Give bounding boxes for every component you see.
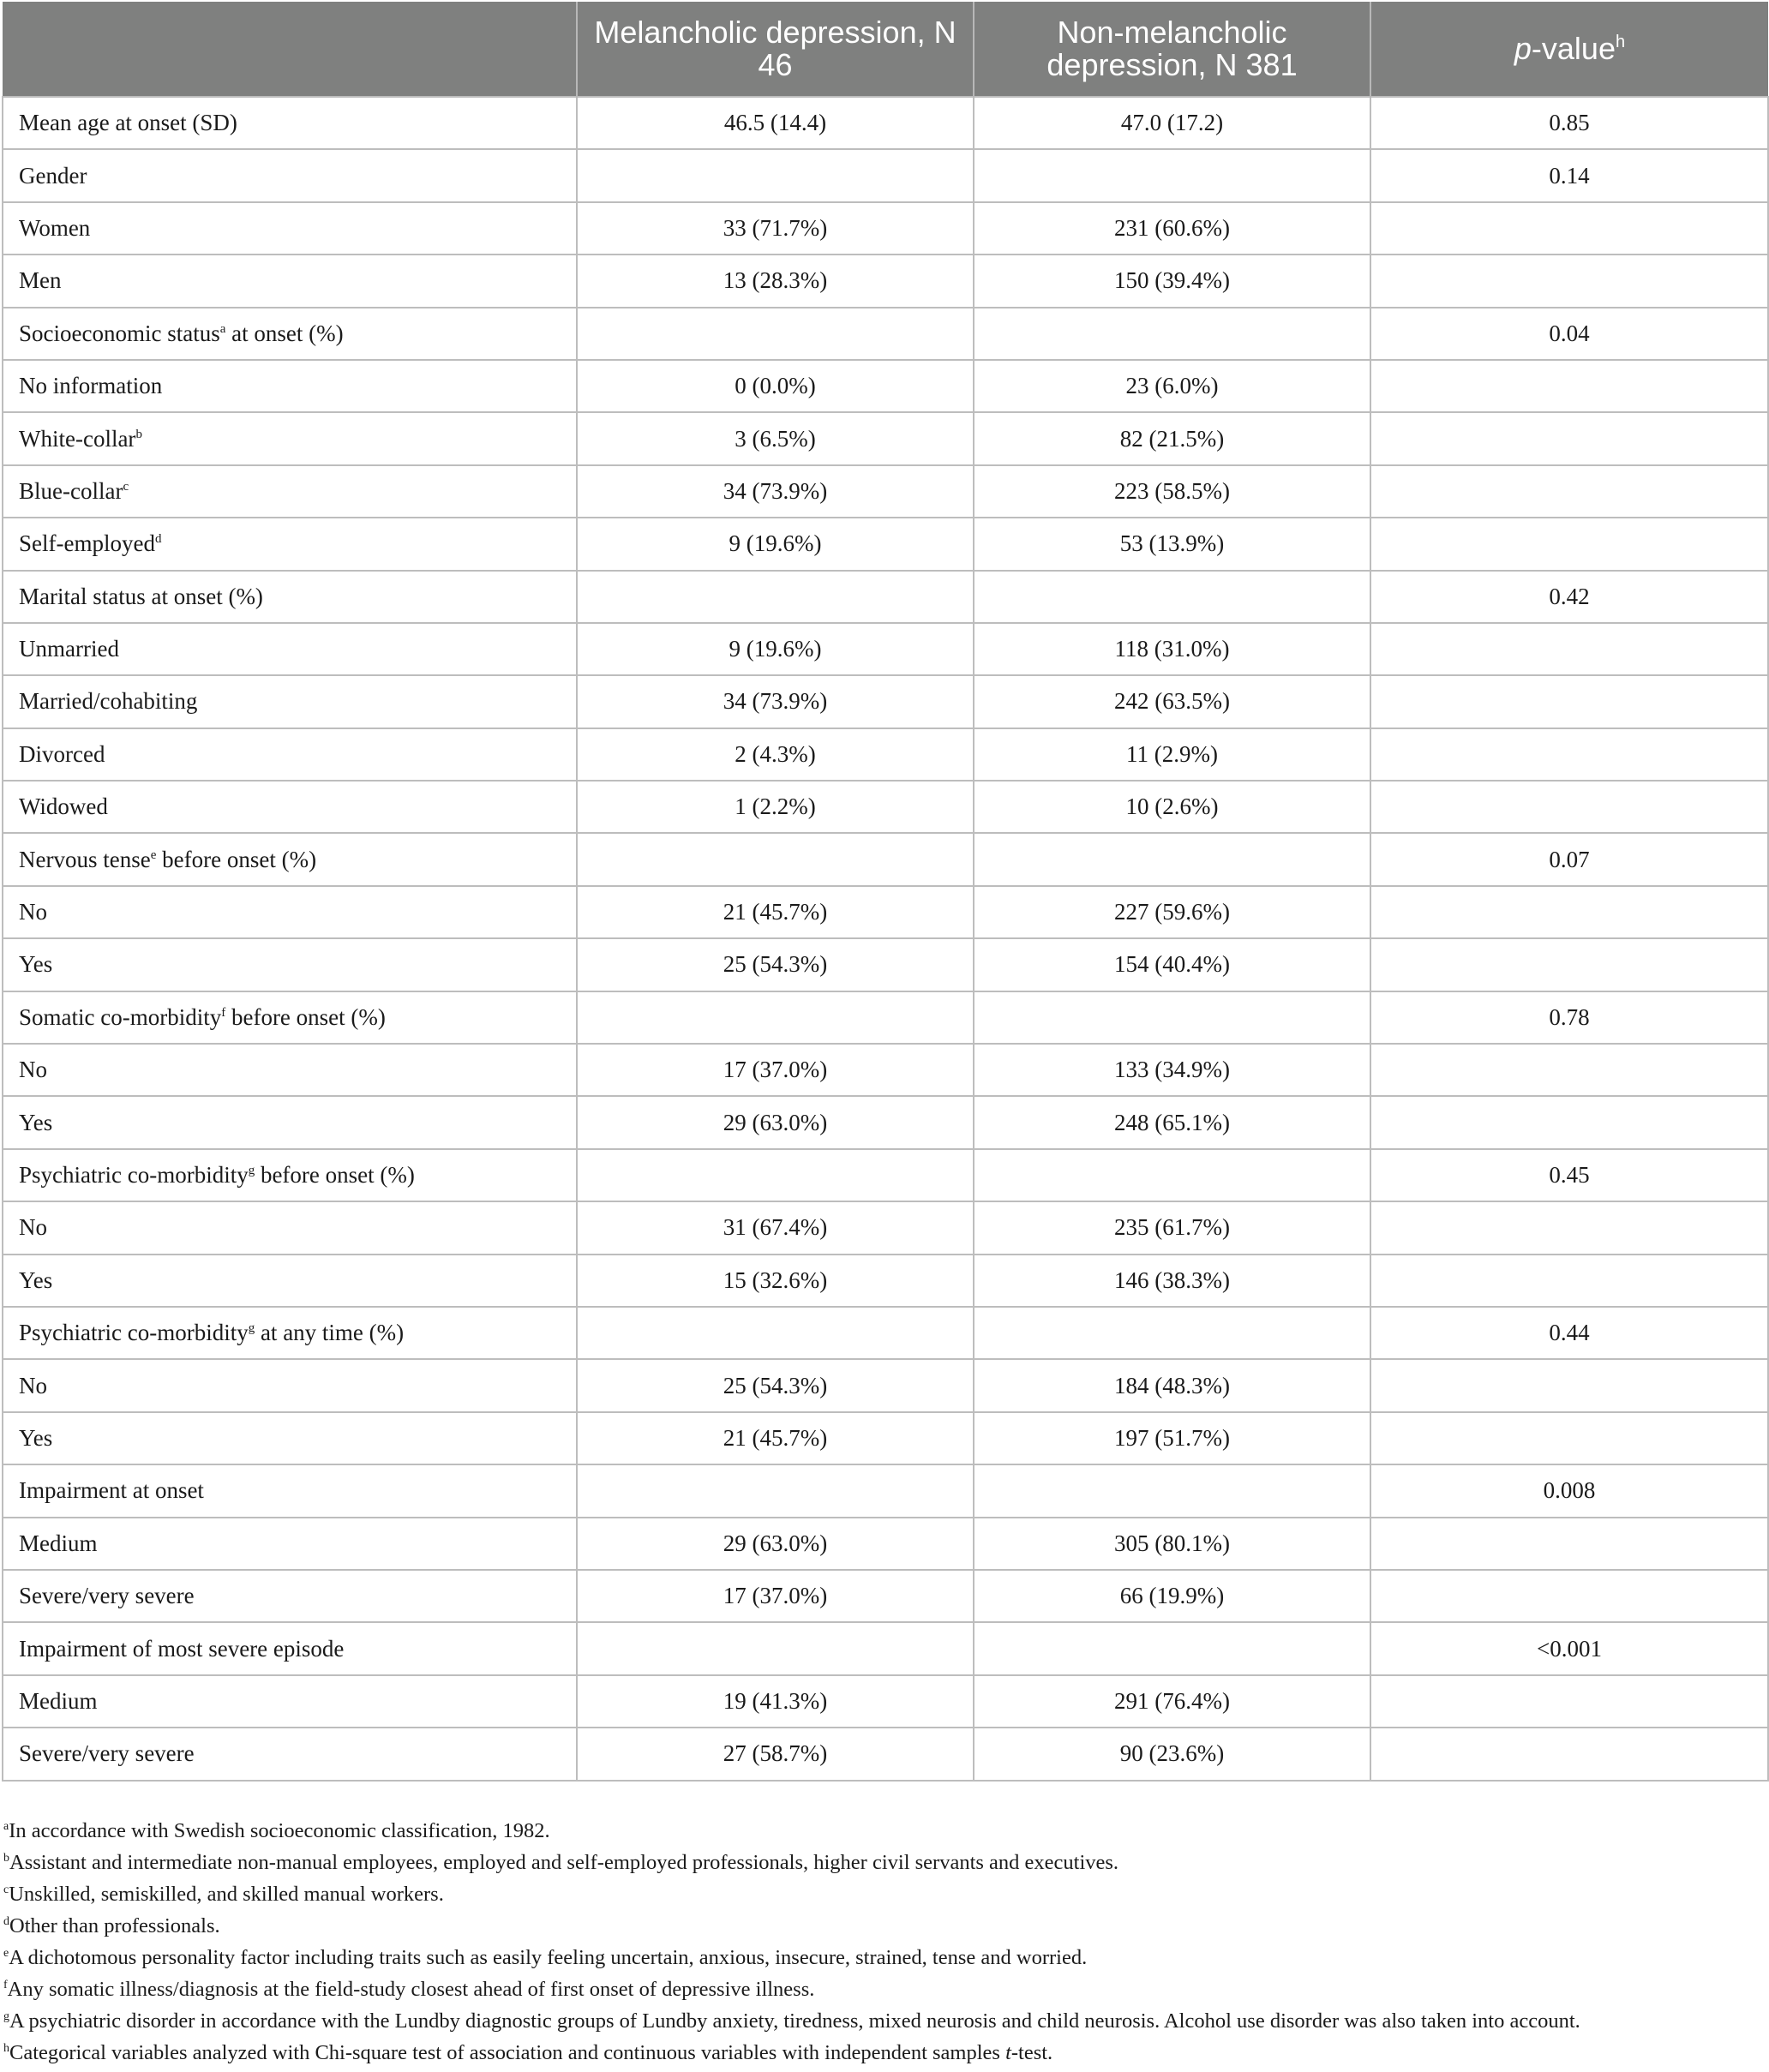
footnote-text: Categorical variables analyzed with Chi-square test of association and continuous variables with independent samples — [9, 2041, 1006, 2064]
row-label — [3, 571, 577, 623]
table-row — [3, 1044, 1768, 1096]
melancholic-cell: 31 (67.4%) — [577, 1201, 974, 1254]
row-label — [3, 412, 577, 464]
melancholic-cell — [577, 1464, 974, 1517]
row-label-text: White-collar — [19, 425, 136, 452]
row-label — [3, 991, 577, 1044]
melancholic-cell — [577, 149, 974, 201]
footnotes — [3, 1815, 1760, 2069]
p-value-cell: <0.001 — [1370, 1622, 1768, 1674]
header-p-value — [1370, 2, 1768, 97]
row-label-text: Marital status at onset (%) — [19, 583, 263, 609]
footnote-text: Any somatic illness/diagnosis at the field-study closest ahead of first onset of depressive illness. — [7, 1978, 815, 2001]
header-row — [3, 2, 1768, 97]
p-value-cell — [1370, 202, 1768, 255]
row-label-text: Divorced — [19, 740, 105, 767]
row-label — [3, 1096, 577, 1148]
row-label-suffix: before onset (%) — [225, 1003, 386, 1030]
p-value-cell — [1370, 255, 1768, 307]
footnote-mark: e — [150, 847, 157, 862]
table-header — [3, 2, 1768, 97]
non-melancholic-cell — [974, 149, 1370, 201]
non-melancholic-cell: 248 (65.1%) — [974, 1096, 1370, 1148]
row-label-text: Yes — [19, 1109, 53, 1135]
footnote-mark: a — [3, 1820, 9, 1833]
footnote-d — [3, 1910, 1760, 1942]
row-label-text: Yes — [19, 951, 53, 978]
melancholic-cell: 3 (6.5%) — [577, 412, 974, 464]
row-label-text: Socioeconomic status — [19, 320, 220, 346]
melancholic-cell: 29 (63.0%) — [577, 1518, 974, 1570]
footnote-b — [3, 1847, 1760, 1878]
header-variable — [3, 2, 577, 97]
row-label-text: Blue-collar — [19, 477, 123, 504]
non-melancholic-cell — [974, 1622, 1370, 1674]
footnote-mark: d — [3, 1915, 9, 1928]
table-row — [3, 255, 1768, 307]
p-value-cell — [1370, 412, 1768, 464]
non-melancholic-cell: 305 (80.1%) — [974, 1518, 1370, 1570]
row-label — [3, 1201, 577, 1254]
row-label — [3, 308, 577, 360]
non-melancholic-cell: 146 (38.3%) — [974, 1255, 1370, 1307]
melancholic-cell: 19 (41.3%) — [577, 1675, 974, 1728]
footnote-text: In accordance with Swedish socioeconomic classification, 1982. — [9, 1819, 550, 1842]
p-value-cell — [1370, 518, 1768, 570]
row-label-text: Unmarried — [19, 636, 119, 662]
row-label-text: Psychiatric co-morbidity — [19, 1320, 249, 1346]
row-label-text: No — [19, 1057, 47, 1083]
footnote-mark: h — [3, 2042, 9, 2055]
p-value-cell: 0.42 — [1370, 571, 1768, 623]
table-row — [3, 1570, 1768, 1622]
footnote-mark: g — [248, 1321, 255, 1336]
non-melancholic-cell: 90 (23.6%) — [974, 1728, 1370, 1780]
non-melancholic-cell: 184 (48.3%) — [974, 1359, 1370, 1411]
row-label-text: Medium — [19, 1687, 98, 1714]
row-label — [3, 833, 577, 885]
footnote-mark: b — [135, 427, 142, 441]
row-label — [3, 1518, 577, 1570]
non-melancholic-cell — [974, 1464, 1370, 1517]
p-value-cell — [1370, 465, 1768, 518]
table-row — [3, 518, 1768, 570]
row-label — [3, 1622, 577, 1674]
p-value-suffix: -value — [1531, 31, 1616, 66]
p-value-cell: 0.07 — [1370, 833, 1768, 885]
table-row — [3, 1518, 1768, 1570]
row-label-text: Women — [19, 214, 91, 241]
row-label — [3, 1412, 577, 1464]
row-label-text: Yes — [19, 1267, 53, 1293]
table-row — [3, 149, 1768, 201]
melancholic-cell: 21 (45.7%) — [577, 1412, 974, 1464]
row-label-text: Medium — [19, 1530, 98, 1556]
table-row — [3, 623, 1768, 675]
table-row — [3, 1412, 1768, 1464]
footnote-g — [3, 2005, 1760, 2037]
table-row — [3, 97, 1768, 149]
melancholic-cell: 17 (37.0%) — [577, 1044, 974, 1096]
non-melancholic-cell — [974, 1307, 1370, 1359]
p-value-cell: 0.78 — [1370, 991, 1768, 1044]
p-value-cell — [1370, 1570, 1768, 1622]
melancholic-cell: 9 (19.6%) — [577, 623, 974, 675]
row-label — [3, 1044, 577, 1096]
non-melancholic-cell: 231 (60.6%) — [974, 202, 1370, 255]
footnote-a — [3, 1815, 1760, 1847]
melancholic-cell: 29 (63.0%) — [577, 1096, 974, 1148]
row-label — [3, 1728, 577, 1780]
p-value-cell — [1370, 360, 1768, 412]
melancholic-cell: 34 (73.9%) — [577, 465, 974, 518]
table-row — [3, 571, 1768, 623]
footnote-h — [3, 2037, 1760, 2069]
p-value-cell: 0.85 — [1370, 97, 1768, 149]
row-label — [3, 202, 577, 255]
p-value-cell — [1370, 1412, 1768, 1464]
non-melancholic-cell — [974, 571, 1370, 623]
melancholic-cell — [577, 1622, 974, 1674]
non-melancholic-cell — [974, 833, 1370, 885]
table-row — [3, 728, 1768, 781]
footnote-mark: c — [123, 479, 129, 494]
row-label — [3, 728, 577, 781]
p-value-footnote-mark: h — [1615, 33, 1626, 51]
footnote-mark: e — [3, 1947, 9, 1960]
non-melancholic-cell: 66 (19.9%) — [974, 1570, 1370, 1622]
footnote-text: Unskilled, semiskilled, and skilled manual workers. — [9, 1883, 444, 1906]
non-melancholic-cell: 291 (76.4%) — [974, 1675, 1370, 1728]
table-row — [3, 1728, 1768, 1780]
table-row — [3, 991, 1768, 1044]
row-label — [3, 97, 577, 149]
p-value-cell — [1370, 1728, 1768, 1780]
p-value-cell — [1370, 1359, 1768, 1411]
row-label-text: Mean age at onset (SD) — [19, 110, 237, 136]
characteristics-table — [2, 2, 1769, 1782]
row-label-text: Severe/very severe — [19, 1583, 195, 1609]
table-row — [3, 1622, 1768, 1674]
table-row — [3, 833, 1768, 885]
table-row — [3, 1307, 1768, 1359]
p-value-cell — [1370, 675, 1768, 728]
row-label — [3, 675, 577, 728]
melancholic-cell: 33 (71.7%) — [577, 202, 974, 255]
row-label-text: Impairment of most severe episode — [19, 1635, 345, 1662]
row-label-suffix: before onset (%) — [255, 1162, 415, 1188]
non-melancholic-cell: 197 (51.7%) — [974, 1412, 1370, 1464]
row-label — [3, 518, 577, 570]
table-row — [3, 1675, 1768, 1728]
non-melancholic-cell: 11 (2.9%) — [974, 728, 1370, 781]
melancholic-cell: 17 (37.0%) — [577, 1570, 974, 1622]
table-body — [3, 97, 1768, 1781]
table-row — [3, 1359, 1768, 1411]
footnote-text: A dichotomous personality factor including traits such as easily feeling uncertain, anxious, insecure, strained, tense and worried. — [9, 1946, 1088, 1969]
p-letter: p — [1514, 31, 1532, 66]
non-melancholic-cell: 10 (2.6%) — [974, 781, 1370, 833]
table-row — [3, 1096, 1768, 1148]
row-label — [3, 1570, 577, 1622]
melancholic-cell: 34 (73.9%) — [577, 675, 974, 728]
non-melancholic-cell: 82 (21.5%) — [974, 412, 1370, 464]
melancholic-cell: 0 (0.0%) — [577, 360, 974, 412]
row-label-text: Married/cohabiting — [19, 688, 198, 715]
footnote-c — [3, 1878, 1760, 1910]
melancholic-cell: 25 (54.3%) — [577, 938, 974, 991]
row-label — [3, 623, 577, 675]
row-label-text: No — [19, 899, 47, 925]
table-row — [3, 412, 1768, 464]
footnote-f — [3, 1973, 1760, 2005]
header-melancholic: Melancholic depression, N 46 — [577, 2, 974, 97]
footnote-mark: f — [3, 1979, 8, 1991]
table-row — [3, 1255, 1768, 1307]
p-value-cell — [1370, 1255, 1768, 1307]
table-row — [3, 202, 1768, 255]
non-melancholic-cell: 242 (63.5%) — [974, 675, 1370, 728]
footnote-mark: g — [248, 1164, 255, 1177]
non-melancholic-cell: 133 (34.9%) — [974, 1044, 1370, 1096]
footnote-e — [3, 1942, 1760, 1973]
footnote-t-letter: t — [1005, 2041, 1011, 2064]
footnote-mark: b — [3, 1852, 9, 1865]
row-label — [3, 1464, 577, 1517]
footnote-text-end: -test. — [1010, 2041, 1053, 2064]
non-melancholic-cell — [974, 991, 1370, 1044]
footnote-mark: f — [221, 1005, 226, 1020]
p-value-cell: 0.04 — [1370, 308, 1768, 360]
p-value-cell — [1370, 728, 1768, 781]
p-value-cell — [1370, 623, 1768, 675]
p-value-cell: 0.44 — [1370, 1307, 1768, 1359]
row-label — [3, 1359, 577, 1411]
melancholic-cell — [577, 1149, 974, 1201]
p-value-cell: 0.14 — [1370, 149, 1768, 201]
row-label-text: Nervous tense — [19, 846, 151, 872]
p-value-cell: 0.008 — [1370, 1464, 1768, 1517]
melancholic-cell: 25 (54.3%) — [577, 1359, 974, 1411]
table-row — [3, 1464, 1768, 1517]
row-label-text: Yes — [19, 1424, 53, 1451]
row-label-text: Somatic co-morbidity — [19, 1003, 222, 1030]
melancholic-cell — [577, 991, 974, 1044]
row-label-text: Self-employed — [19, 530, 155, 557]
footnote-text: Assistant and intermediate non-manual employees, employed and self-employed professionals, higher civil servants and executives. — [9, 1851, 1119, 1874]
row-label — [3, 1675, 577, 1728]
row-label-text: Severe/very severe — [19, 1740, 195, 1767]
non-melancholic-cell: 53 (13.9%) — [974, 518, 1370, 570]
melancholic-cell: 21 (45.7%) — [577, 886, 974, 938]
footnote-text: A psychiatric disorder in accordance with the Lundby diagnostic groups of Lundby anxiety, tiredness, mixed neurosis and child neurosis. Alcohol use disorder was also taken into account. — [9, 2009, 1580, 2033]
melancholic-cell — [577, 833, 974, 885]
p-value-cell — [1370, 781, 1768, 833]
p-value-cell: 0.45 — [1370, 1149, 1768, 1201]
table-row — [3, 360, 1768, 412]
footnote-mark: g — [3, 2010, 9, 2023]
row-label-text: Men — [19, 267, 62, 294]
row-label — [3, 149, 577, 201]
melancholic-cell: 46.5 (14.4) — [577, 97, 974, 149]
row-label-text: Gender — [19, 162, 87, 189]
footnote-mark: c — [3, 1883, 9, 1896]
non-melancholic-cell: 23 (6.0%) — [974, 360, 1370, 412]
melancholic-cell: 2 (4.3%) — [577, 728, 974, 781]
row-label — [3, 1149, 577, 1201]
melancholic-cell — [577, 1307, 974, 1359]
table-row — [3, 781, 1768, 833]
footnote-mark: d — [154, 532, 162, 547]
non-melancholic-cell: 227 (59.6%) — [974, 886, 1370, 938]
non-melancholic-cell: 154 (40.4%) — [974, 938, 1370, 991]
row-label-text: No — [19, 1214, 47, 1241]
row-label-text: Impairment at onset — [19, 1477, 204, 1504]
footnote-mark: a — [219, 321, 226, 336]
row-label — [3, 886, 577, 938]
row-label — [3, 465, 577, 518]
melancholic-cell — [577, 571, 974, 623]
table-row — [3, 886, 1768, 938]
table-row — [3, 308, 1768, 360]
non-melancholic-cell: 47.0 (17.2) — [974, 97, 1370, 149]
row-label-suffix: at onset (%) — [225, 320, 344, 346]
melancholic-cell: 13 (28.3%) — [577, 255, 974, 307]
header-non-melancholic: Non-melancholic depression, N 381 — [974, 2, 1370, 97]
melancholic-cell: 15 (32.6%) — [577, 1255, 974, 1307]
footnote-text: Other than professionals. — [9, 1914, 220, 1937]
row-label — [3, 1255, 577, 1307]
non-melancholic-cell: 235 (61.7%) — [974, 1201, 1370, 1254]
table-row — [3, 1149, 1768, 1201]
p-value-cell — [1370, 1044, 1768, 1096]
row-label — [3, 781, 577, 833]
melancholic-cell: 27 (58.7%) — [577, 1728, 974, 1780]
row-label-text: No information — [19, 373, 163, 399]
non-melancholic-cell: 118 (31.0%) — [974, 623, 1370, 675]
row-label-text: Widowed — [19, 793, 108, 820]
p-value-cell — [1370, 938, 1768, 991]
row-label-suffix: at any time (%) — [255, 1320, 405, 1346]
table-row — [3, 1201, 1768, 1254]
p-value-cell — [1370, 1096, 1768, 1148]
row-label-suffix: before onset (%) — [156, 846, 317, 872]
row-label — [3, 360, 577, 412]
row-label — [3, 255, 577, 307]
non-melancholic-cell — [974, 308, 1370, 360]
non-melancholic-cell: 150 (39.4%) — [974, 255, 1370, 307]
p-value-cell — [1370, 886, 1768, 938]
melancholic-cell — [577, 308, 974, 360]
row-label — [3, 1307, 577, 1359]
table-row — [3, 675, 1768, 728]
melancholic-cell: 1 (2.2%) — [577, 781, 974, 833]
p-value-cell — [1370, 1518, 1768, 1570]
non-melancholic-cell — [974, 1149, 1370, 1201]
row-label-text: No — [19, 1372, 47, 1398]
row-label-text: Psychiatric co-morbidity — [19, 1162, 249, 1188]
row-label — [3, 938, 577, 991]
melancholic-cell: 9 (19.6%) — [577, 518, 974, 570]
table-row — [3, 938, 1768, 991]
table-row — [3, 465, 1768, 518]
non-melancholic-cell: 223 (58.5%) — [974, 465, 1370, 518]
p-value-cell — [1370, 1201, 1768, 1254]
p-value-cell — [1370, 1675, 1768, 1728]
